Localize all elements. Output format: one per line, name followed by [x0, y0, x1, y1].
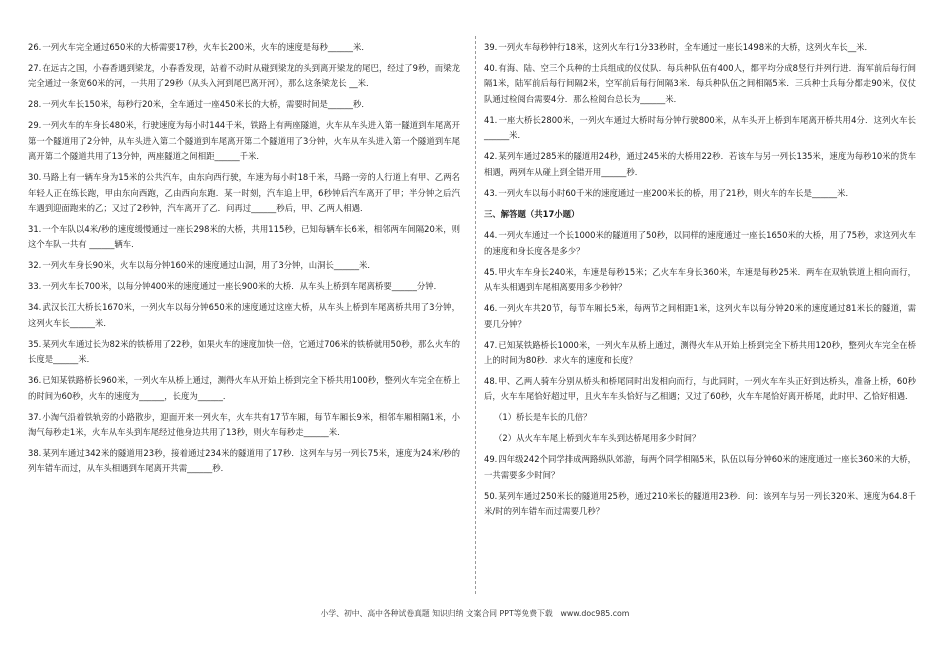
- question-text: 一列火车长150米，每秒行20米，全车通过一座450米长的大桥，需要时间是______秒．: [42, 99, 370, 110]
- question-item: [28, 410, 460, 441]
- question-item: [484, 489, 916, 520]
- question-item: [28, 258, 460, 273]
- question-text: 某列火车通过长为82米的铁桥用了22秒，如果火车的速度加快一倍，它通过706米的铁桥就用50秒，那么火车的长度是______米．: [28, 338, 460, 365]
- question-number: 34.: [28, 302, 42, 313]
- question-item: [484, 452, 916, 483]
- question-text: 已知某铁路桥长960米，一列火车从桥上通过，测得火车从开始上桥到完全下桥共用100秒，整列火车完全在桥上的时间为60秒，火车的速度为______，长度为______．: [28, 375, 460, 401]
- question-item: [28, 337, 460, 368]
- question-number: 35.: [28, 338, 42, 349]
- question-number: 28.: [28, 99, 42, 110]
- left-question-list: [28, 40, 460, 477]
- page-footer: 小学、初中、高中各种试卷真题 知识归纳 文案合同 PPT等免费下载 www.doc985.com: [320, 609, 630, 618]
- question-item: [484, 228, 916, 259]
- question-item: [484, 61, 916, 107]
- question-text: 小淘气沿着铁轨旁的小路散步，迎面开来一列火车，火车共有17节车厢，每节车厢长9米，相邻车厢相隔1米，小淘气每秒走1米，火车从车头到车尾经过他身边共用了13秒，则火车每秒走______米．: [28, 411, 460, 438]
- question-number: 29.: [28, 120, 42, 131]
- question-text: 四年级242个同学排成两路纵队郊游，每两个同学相隔5米，队伍以每分钟60米的速度通过一座长360米的大桥，一共需要多少时间？: [484, 454, 916, 480]
- question-number: 31.: [28, 224, 42, 235]
- question-item: [484, 374, 916, 405]
- question-number: 32.: [28, 260, 42, 271]
- answer-question-list: [484, 228, 916, 519]
- question-number: 36.: [28, 375, 42, 386]
- question-number: 33.: [28, 281, 42, 292]
- section-title: 三、解答题（共17小题）: [484, 209, 580, 220]
- question-item: [28, 222, 460, 253]
- question-number: 43.: [484, 187, 498, 198]
- question-number: 45.: [484, 266, 498, 277]
- question-number: 41.: [484, 114, 498, 125]
- question-text: 在远古之国，小春香遇到梁龙，小春香发现，站着不动时从碰到梁龙的头到离开梁龙的尾巴，经过了9秒，而梁龙完全通过一条宽60米的河，一共用了29秒（从头入河到尾巴离开河），那么这条梁龙长 __米．: [28, 63, 460, 89]
- question-number: 49.: [484, 454, 498, 465]
- question-text: 某列车通过285米的隧道用24秒，通过245米的大桥用22秒．若该车与另一列长135米，速度为每秒10米的货车相遇，两列车从碰上到全错开用______秒．: [484, 151, 916, 177]
- question-text: 某列车通过250米长的隧道用25秒，通过210米长的隧道用23秒．问：该列车与另一列长320米、速度为64.8千米/时的列车错车而过需要几秒？: [484, 490, 916, 517]
- sub-question: （2）从火车车尾上桥到火车车头到达桥尾用多少时间？: [494, 433, 701, 444]
- question-text: 甲、乙两人骑车分别从桥头和桥尾同时出发相向而行，与此同时，一列火车车头正好到达桥头，准备上桥，60秒后，火车车尾恰好超过甲，且火车车头恰好与乙相遇；又过了60秒，火车车尾恰好离开桥尾，此时甲、乙恰好相遇．: [484, 376, 916, 402]
- question-item: [484, 265, 916, 296]
- question-text: 一列火车每秒钟行18米，这列火车行1分33秒时，全车通过一座长1498米的大桥，这列火车长__米．: [498, 42, 873, 52]
- question-text: 一列火车长700米，以每分钟400米的速度通过一座长900米的大桥．从车头上桥到车尾离桥要______分钟．: [42, 281, 443, 292]
- question-text: 甲火车车身长240米，车速是每秒15米；乙火车车身长360米，车速是每秒25米．两车在双轨铁道上相向而行，从车头相遇到车尾相离要用多少秒钟？: [484, 266, 916, 293]
- question-item: [484, 113, 916, 144]
- question-number: 46.: [484, 303, 498, 314]
- question-item: [28, 97, 460, 112]
- question-item: [484, 186, 916, 201]
- question-number: 26.: [28, 42, 42, 52]
- sub-question: （1）桥长是车长的几倍？: [494, 412, 592, 423]
- question-number: 44.: [484, 230, 498, 241]
- question-number: 48.: [484, 376, 498, 387]
- question-item: [28, 170, 460, 216]
- question-item: [28, 279, 460, 294]
- question-item: [28, 61, 460, 92]
- question-item: [28, 300, 460, 331]
- question-text: 马路上有一辆车身为15米的公共汽车，由东向西行驶，车速为每小时18千米，马路一旁的人行道上有甲、乙两名年轻人正在练长跑，甲由东向西跑，乙由西向东跑．某一时刻，汽车追上甲，6秒钟后汽车离开了甲；半分钟之后汽车遇到迎面跑来的乙；又过了2秒钟，汽车离开了乙．问再过______秒后，甲、乙两人相遇．: [28, 172, 460, 214]
- question-number: 30.: [28, 172, 42, 183]
- question-item: [484, 338, 916, 369]
- question-item: [484, 301, 916, 332]
- question-item: [484, 149, 916, 180]
- question-text: 一列火车完全通过650米的大桥需要17秒，火车长200米，火车的速度是每秒______米．: [42, 42, 370, 52]
- right-question-list: [484, 40, 916, 201]
- right-column: [484, 40, 916, 525]
- question-text: 有海、陆、空三个兵种的士兵组成的仪仗队．每兵种队伍有400人，都平均分成8竖行并列行进．海军前后每行间隔1米，陆军前后每行间隔2米，空军前后每行间隔3米．每兵种队伍之间相隔5米．三兵种士兵每分都走90米，仪仗队通过检阅台需要4分．那么检阅台总长为______米．: [484, 63, 916, 104]
- question-item: [28, 373, 460, 404]
- question-text: 一座大桥长2800米，一列火车通过大桥时每分钟行驶800米，从车头开上桥到车尾离开桥共用4分．这列火车长______米．: [484, 114, 916, 141]
- question-number: 39.: [484, 42, 498, 52]
- question-item: [28, 446, 460, 477]
- question-number: 50.: [484, 490, 498, 501]
- question-text: 武汉长江大桥长1670米，一列火车以每分钟650米的速度通过这座大桥，从车头上桥到车尾离桥共用了3分钟，这列火车长______米．: [28, 302, 460, 328]
- column-divider: [475, 36, 476, 594]
- question-text: 一列火车以每小时60千米的速度通过一座200米长的桥，用了21秒，则火车的车长是______米．: [498, 187, 854, 198]
- question-number: 47.: [484, 339, 498, 350]
- question-number: 40.: [484, 63, 498, 73]
- question-text: 一列火车共20节，每节车厢长5米，每两节之间相距1米，这列火车以每分钟20米的速度通过81米长的隧道，需要几分钟？: [484, 303, 916, 329]
- question-number: 37.: [28, 411, 42, 422]
- question-number: 42.: [484, 151, 498, 162]
- left-column: [28, 40, 460, 482]
- question-number: 27.: [28, 63, 42, 73]
- question-item: [28, 118, 460, 164]
- question-text: 已知某铁路桥长1000米，一列火车从桥上通过，测得火车从开始上桥到完全下桥共用120秒，整列火车完全在桥上的时间为80秒．求火车的速度和长度？: [484, 339, 916, 366]
- question-text: 一列火车通过一个长1000米的隧道用了50秒，以同样的速度通过一座长1650米的大桥，用了75秒，求这列火车的速度和身长度各是多少？: [484, 230, 916, 256]
- question-text: 一列火车身长90米，火车以每分钟160米的速度通过山洞，用了3分钟，山洞长______米．: [42, 260, 376, 271]
- question-item: [484, 40, 916, 55]
- question-item: [28, 40, 460, 55]
- question-text: 一列火车的车身长480米，行驶速度为每小时144千米，铁路上有两座隧道，火车从车头进入第一隧道到车尾离开第一个隧道用了2分钟，从车头进入第二个隧道到车尾离开第二个隧道用了3分钟，火车从车头进入第一个隧道到车尾离开第二个隧道共用了13分钟，两座隧道之间相距______千米．: [28, 120, 460, 162]
- question-text: 一个车队以4米/秒的速度缓慢通过一座长298米的大桥，共用115秒，已知每辆车长6米，相邻两车间隔20米，则这个车队一共有 ______辆车．: [28, 224, 460, 250]
- question-text: 某列车通过342米的隧道用23秒，接着通过234米的隧道用了17秒．这列车与另一列长75米，速度为24米/秒的列车错车而过，从车头相遇到车尾离开共需______秒．: [28, 448, 460, 474]
- question-number: 38.: [28, 448, 42, 459]
